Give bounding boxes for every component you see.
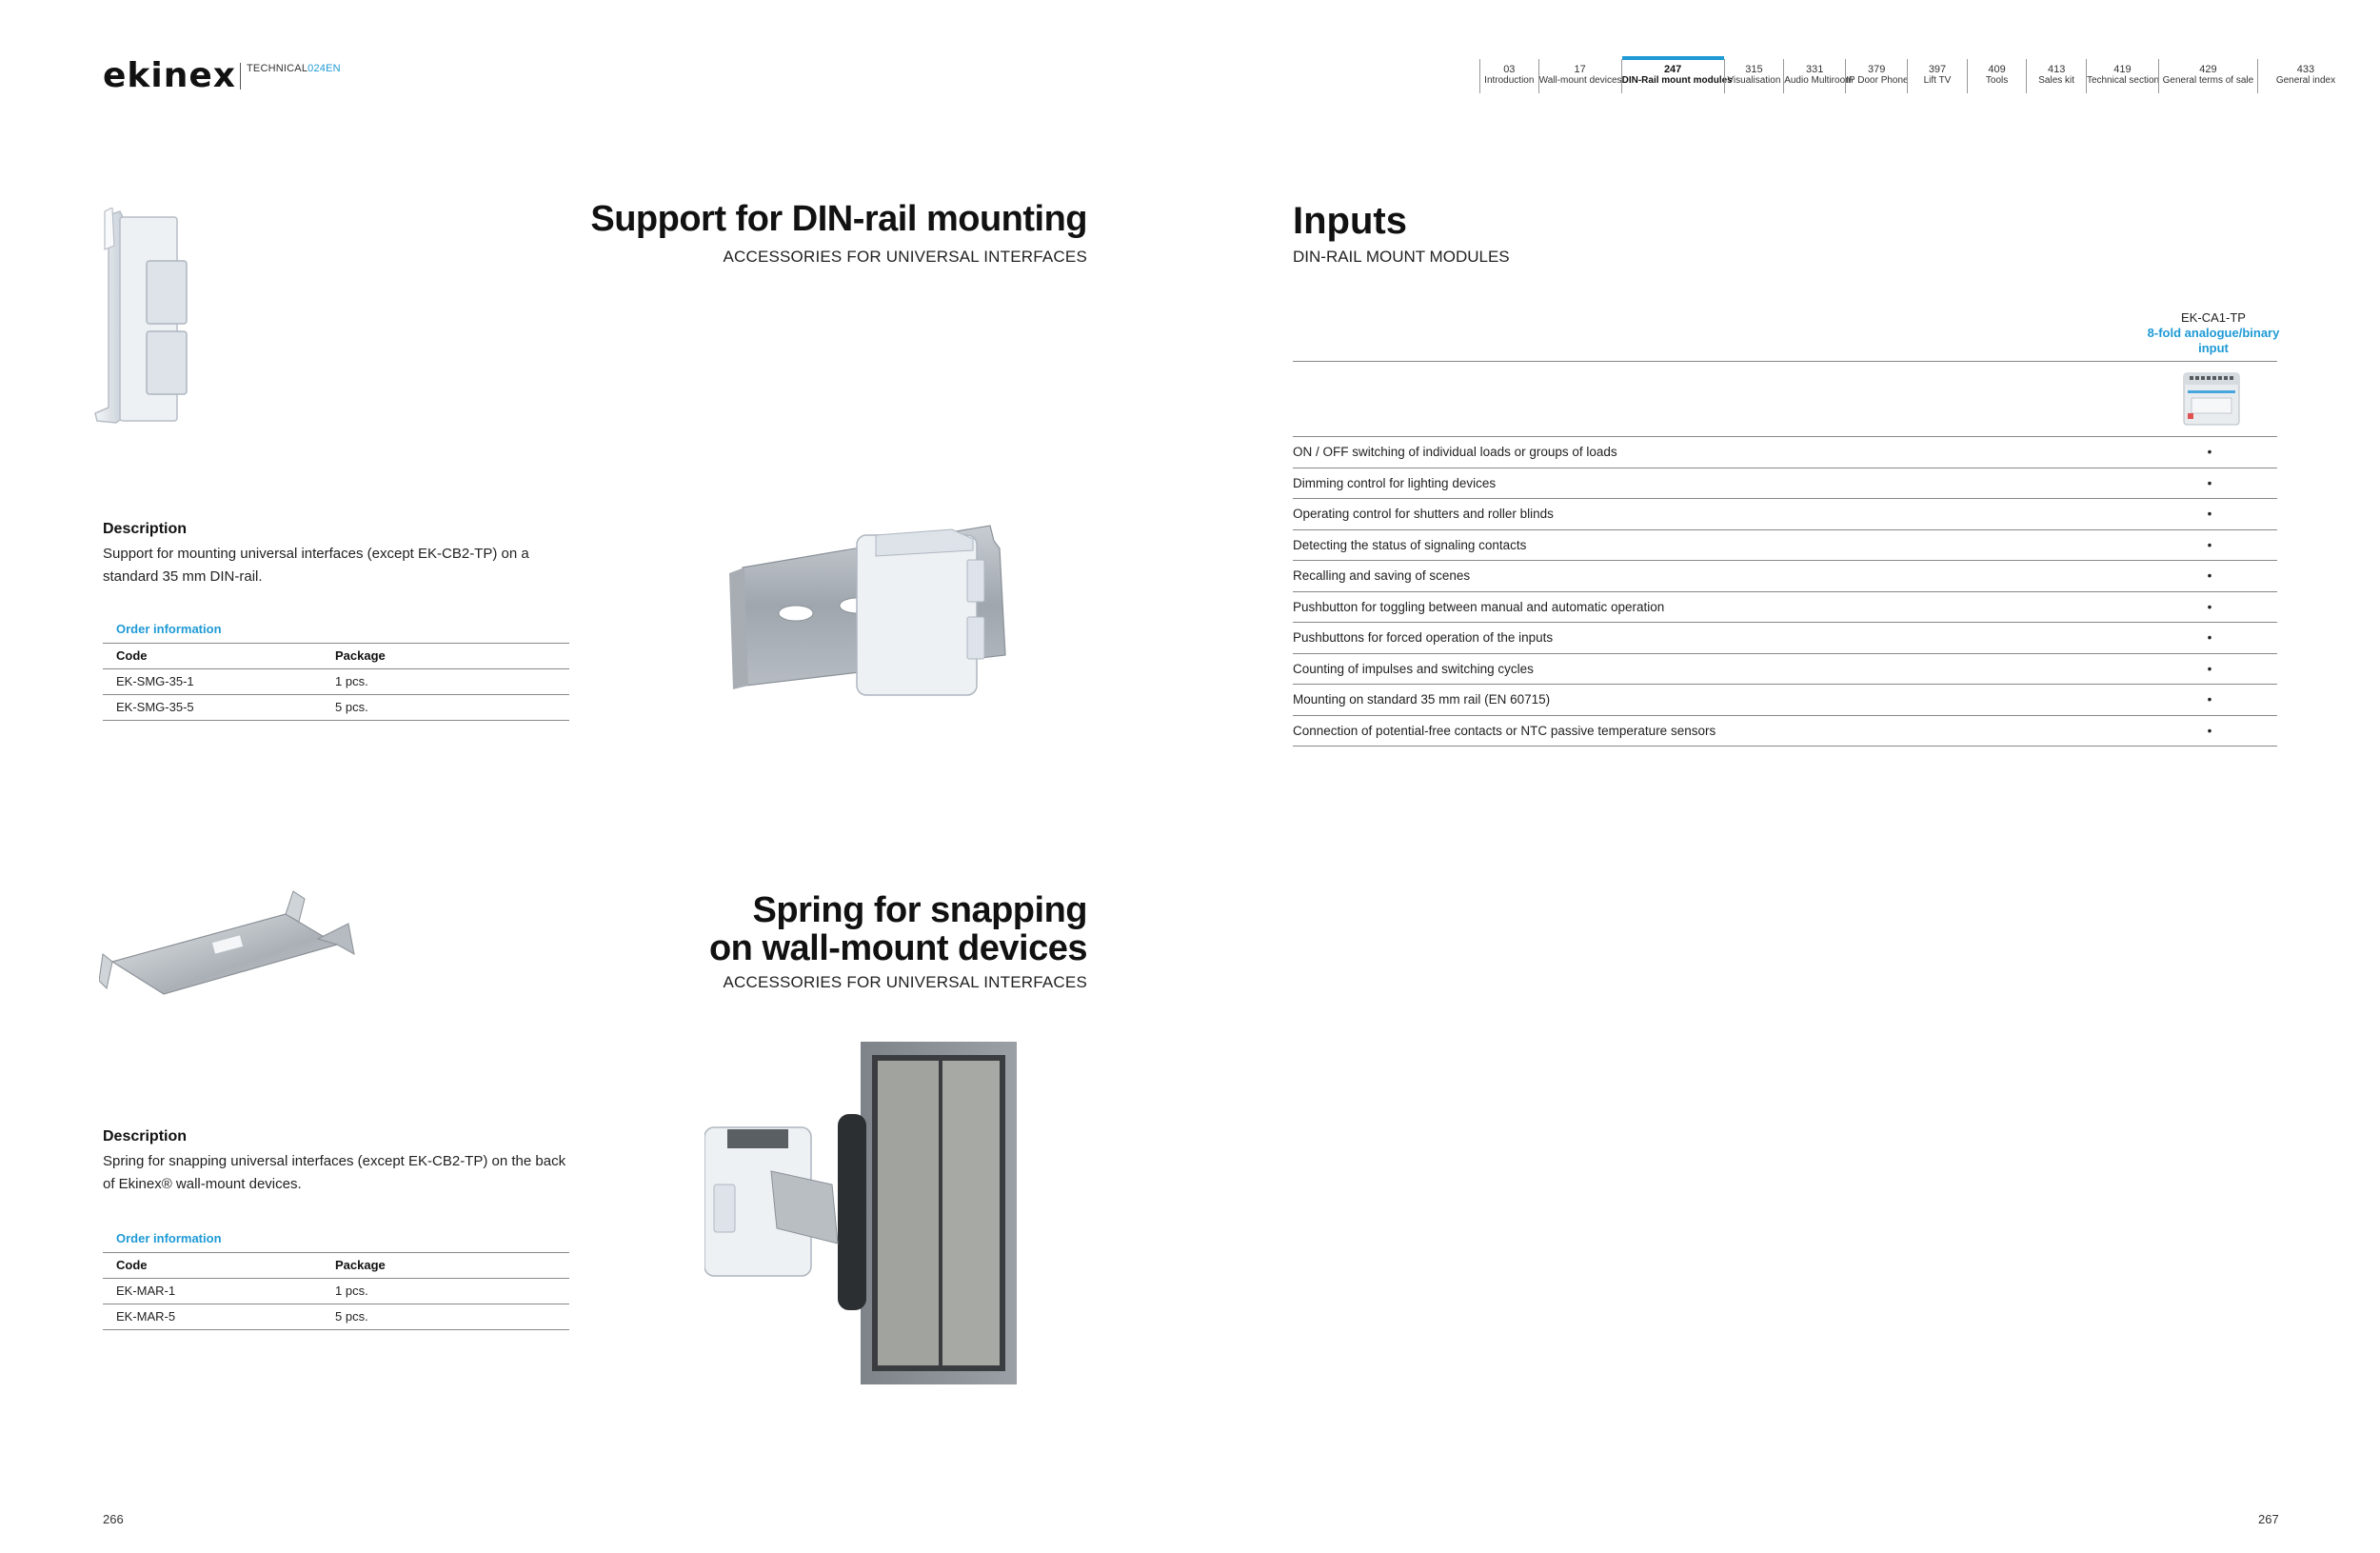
table-row bbox=[103, 695, 569, 721]
product-subtitle: ACCESSORIES FOR UNIVERSAL INTERFACES bbox=[723, 973, 1087, 991]
model-column-header bbox=[2146, 310, 2281, 356]
model-name-line: 8-fold analogue/binary bbox=[2147, 326, 2280, 340]
feature-available-mark: • bbox=[2207, 568, 2212, 583]
nav-label: Introduction bbox=[1484, 75, 1535, 86]
nav-page-number: 433 bbox=[2296, 64, 2315, 75]
order-information-caption: Order information bbox=[103, 617, 569, 644]
table-row bbox=[1293, 561, 2277, 592]
table-header-row bbox=[103, 1253, 569, 1279]
order-package: 1 pcs. bbox=[335, 1284, 368, 1298]
order-information-table bbox=[103, 617, 569, 721]
page-number-left: 266 bbox=[103, 1512, 124, 1526]
description-text: Spring for snapping universal interfaces (except EK-CB2-TP) on the back of Ekinex® wall-mount devices. bbox=[103, 1153, 566, 1192]
snap-spring-image bbox=[99, 886, 356, 1000]
nav-page-number: 315 bbox=[1745, 64, 1763, 75]
feature-available-mark: • bbox=[2207, 661, 2212, 676]
column-header-package: Package bbox=[335, 648, 386, 663]
table-row bbox=[1293, 654, 2277, 686]
feature-available-mark: • bbox=[2207, 475, 2212, 490]
table-row bbox=[103, 669, 569, 695]
din-rail-support-mounted-image bbox=[724, 522, 1040, 703]
feature-text: Connection of potential-free contacts or NTC passive temperature sensors bbox=[1293, 723, 1716, 738]
feature-available-mark: • bbox=[2207, 723, 2212, 738]
nav-page-number: 409 bbox=[1988, 64, 2006, 75]
nav-item-sales-kit[interactable] bbox=[2026, 59, 2086, 93]
nav-label: Audio Multiroom bbox=[1784, 75, 1854, 86]
column-header-code: Code bbox=[116, 1258, 148, 1272]
nav-label: Technical section bbox=[2086, 75, 2160, 86]
product-title-line: Spring for snapping bbox=[752, 890, 1087, 930]
section-title-inputs: Inputs bbox=[1293, 200, 1407, 242]
table-header-row bbox=[103, 644, 569, 669]
doc-tag-prefix: TECHNICAL bbox=[247, 63, 308, 74]
feature-available-mark: • bbox=[2207, 599, 2212, 614]
nav-label: DIN-Rail mount modules bbox=[1621, 75, 1733, 86]
feature-available-mark: • bbox=[2207, 692, 2212, 707]
feature-available-mark: • bbox=[2207, 537, 2212, 552]
feature-available-mark: • bbox=[2207, 630, 2212, 645]
nav-page-number: 03 bbox=[1503, 64, 1516, 75]
product-title-line: on wall-mount devices bbox=[708, 928, 1087, 968]
section-nav bbox=[1479, 59, 2353, 93]
feature-text: Detecting the status of signaling contacts bbox=[1293, 537, 1527, 552]
order-information-caption: Order information bbox=[103, 1226, 569, 1253]
feature-text: Pushbutton for toggling between manual and automatic operation bbox=[1293, 599, 1665, 614]
model-name-line: input bbox=[2198, 341, 2229, 355]
nav-label: General terms of sale bbox=[2162, 75, 2254, 86]
nav-item-lift-tv[interactable] bbox=[1907, 59, 1967, 93]
feature-text: ON / OFF switching of individual loads or groups of loads bbox=[1293, 445, 1617, 459]
nav-label: Lift TV bbox=[1923, 75, 1952, 86]
nav-page-number: 379 bbox=[1868, 64, 1886, 75]
nav-page-number: 331 bbox=[1806, 64, 1824, 75]
table-row bbox=[1293, 623, 2277, 654]
nav-item-ip-door-phone[interactable] bbox=[1845, 59, 1907, 93]
feature-text: Recalling and saving of scenes bbox=[1293, 568, 1471, 583]
nav-page-number: 413 bbox=[2047, 64, 2066, 75]
page-number-right: 267 bbox=[2258, 1512, 2279, 1526]
feature-text: Dimming control for lighting devices bbox=[1293, 475, 1497, 490]
order-code: EK-SMG-35-5 bbox=[116, 700, 194, 714]
nav-label: Visualisation bbox=[1727, 75, 1781, 86]
logo-divider bbox=[240, 63, 241, 90]
section-subtitle: DIN-RAIL MOUNT MODULES bbox=[1293, 248, 1510, 266]
order-code: EK-MAR-1 bbox=[116, 1284, 176, 1298]
description-text: Support for mounting universal interfaces (except EK-CB2-TP) on a standard 35 mm DIN-rail. bbox=[103, 546, 529, 585]
table-row bbox=[1293, 716, 2277, 747]
order-package: 1 pcs. bbox=[335, 674, 368, 688]
nav-label: Tools bbox=[1985, 75, 2009, 86]
table-row bbox=[1293, 437, 2277, 468]
description-heading: Description bbox=[103, 1128, 188, 1145]
nav-item-audio-multiroom[interactable] bbox=[1783, 59, 1854, 93]
snap-spring-mounted-image bbox=[704, 1042, 1019, 1386]
nav-item-tools[interactable] bbox=[1967, 59, 2027, 93]
nav-item-general-terms-of-sale[interactable] bbox=[2158, 59, 2257, 93]
feature-available-mark: • bbox=[2207, 507, 2212, 521]
document-tag bbox=[247, 63, 341, 74]
nav-label: IP Door Phone bbox=[1846, 75, 1909, 86]
nav-item-visualisation[interactable] bbox=[1724, 59, 1784, 93]
table-row bbox=[1293, 685, 2277, 716]
order-code: EK-SMG-35-1 bbox=[116, 674, 194, 688]
din-rail-support-side-image bbox=[91, 208, 196, 428]
product-subtitle: ACCESSORIES FOR UNIVERSAL INTERFACES bbox=[723, 248, 1087, 266]
nav-item-technical-section[interactable] bbox=[2086, 59, 2158, 93]
nav-item-din-rail-mount-modules[interactable] bbox=[1621, 59, 1733, 93]
feature-available-mark: • bbox=[2207, 445, 2212, 459]
feature-comparison-table bbox=[1293, 361, 2277, 747]
product-title-snap-spring bbox=[709, 891, 1087, 967]
nav-label: Wall-mount devices bbox=[1538, 75, 1622, 86]
nav-page-number: 17 bbox=[1574, 64, 1586, 75]
table-row bbox=[1293, 468, 2277, 500]
table-row bbox=[1293, 530, 2277, 562]
nav-item-general-index[interactable] bbox=[2257, 59, 2353, 93]
nav-item-introduction[interactable] bbox=[1479, 59, 1538, 93]
model-code: EK-CA1-TP bbox=[2181, 310, 2246, 325]
table-row bbox=[1293, 499, 2277, 530]
description-heading: Description bbox=[103, 521, 188, 537]
nav-item-wall-mount-devices[interactable] bbox=[1538, 59, 1621, 93]
order-package: 5 pcs. bbox=[335, 1309, 368, 1324]
brand-logo: ekinex bbox=[103, 56, 236, 95]
table-row bbox=[103, 1304, 569, 1330]
nav-page-number: 397 bbox=[1928, 64, 1947, 75]
product-title-din-rail-support: Support for DIN-rail mounting bbox=[590, 199, 1087, 239]
nav-label: Sales kit bbox=[2038, 75, 2075, 86]
feature-text: Mounting on standard 35 mm rail (EN 60715) bbox=[1293, 692, 1551, 707]
nav-page-number: 247 bbox=[1663, 64, 1682, 75]
table-row bbox=[103, 1279, 569, 1304]
order-code: EK-MAR-5 bbox=[116, 1309, 176, 1324]
doc-tag-accent: 024EN bbox=[307, 63, 341, 74]
nav-page-number: 419 bbox=[2113, 64, 2132, 75]
column-header-package: Package bbox=[335, 1258, 386, 1272]
nav-page-number: 429 bbox=[2199, 64, 2217, 75]
column-header-code: Code bbox=[116, 648, 148, 663]
table-row bbox=[1293, 592, 2277, 624]
order-information-table bbox=[103, 1226, 569, 1330]
order-package: 5 pcs. bbox=[335, 700, 368, 714]
din-module-thumbnail bbox=[2182, 369, 2241, 428]
nav-label: General index bbox=[2275, 75, 2336, 86]
feature-text: Counting of impulses and switching cycles bbox=[1293, 661, 1534, 676]
feature-text: Operating control for shutters and roller blinds bbox=[1293, 507, 1554, 521]
feature-text: Pushbuttons for forced operation of the inputs bbox=[1293, 630, 1554, 645]
product-image-row bbox=[1293, 362, 2277, 437]
